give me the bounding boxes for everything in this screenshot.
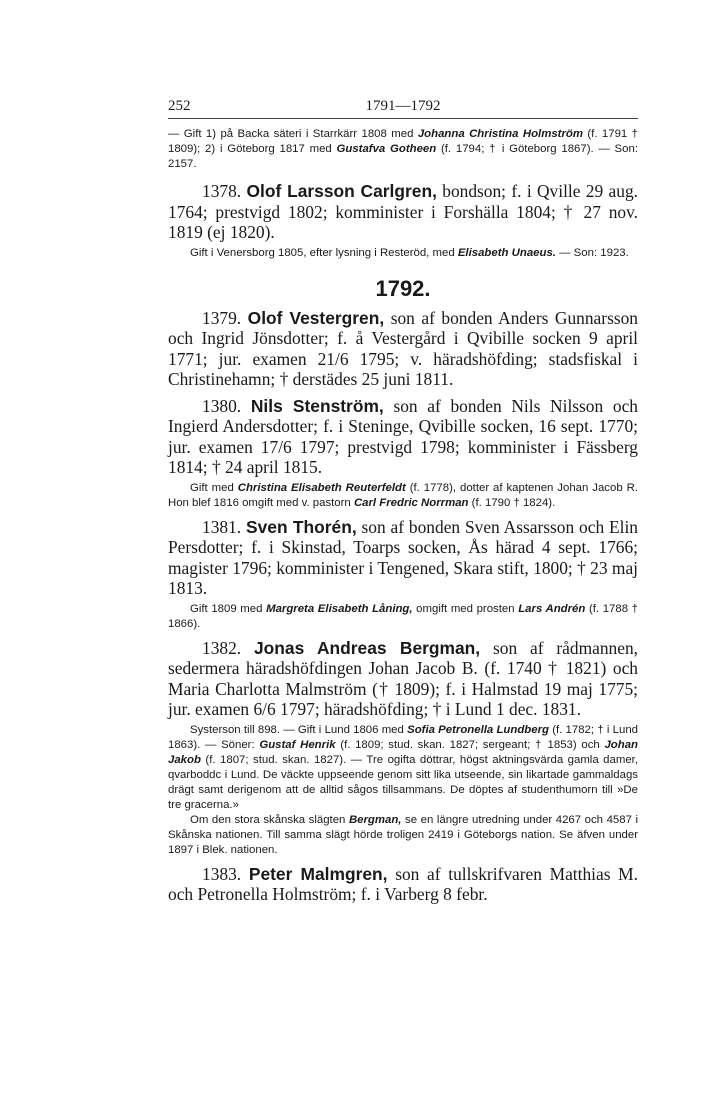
entry-1381: 1381. Sven Thorén, son af bonden Sven Assarsson och Elin Persdotter; f. i Skinstad, Toarps socken, Ås härad 4 sept. 1766; magister 1796; komminister i Tengened, Skara stift, 1800; † 23 maj 1813. (168, 516, 638, 598)
person-name: Sven Thorén, (246, 516, 357, 537)
note-continuation: — Gift 1) på Backa säteri i Starrkärr 1808 med Johanna Christina Holmström (f. 1791 † 1809); 2) i Göteborg 1817 med Gustafva Gotheen (f. 1794; † i Göteborg 1867). — Son: 2157. (168, 128, 639, 170)
person-name: Olof Vestergren, (247, 307, 385, 328)
entry-1379: 1379. Olof Vestergren, son af bonden Anders Gunnarsson och Ingrid Jönsdotter; f. å Vestergård i Qvibille socken 9 april 1771; jur. examen 21/6 1795; v. häradshöfding; stadsfiskal i Christinehamn; † derstädes 25 juni 1811. (168, 307, 638, 389)
person-name: Olof Larsson Carlgren, (246, 181, 437, 201)
entry-1380: 1380. Nils Stenström, son af bonden Nils Nilsson och Ingierd Andersdotter; f. i Steninge, Qvibille socken, 16 sept. 1770; jur. examen 17/6 1797; prestvigd 1798; komminister i Fässberg 1814; † 24 april 1815. (168, 395, 638, 477)
entry-1382-note: Systerson till 898. — Gift i Lund 1806 med Sofia Petronella Lundberg (f. 1782; † i Lund 1863). — Söner: Gustaf Henrik (f. 1809; stud. skan. 1827; sergeant; † 1853) och Johan Jakob (f. 1807; stud. skan. 1827). — Tre ogifta döttrar, högst aktningsvärda gamla damer, qvarboddc i Lund. De väckte uppseende genom sitt lika utseende, sin likartade gammaldags drägt samt derigenom att de alltid sågos tillsammans. De döptes af studenthumorn till »De tre gracerna.» (168, 723, 639, 811)
book-page (168, 98, 638, 908)
year-range: 1791—1792 (365, 98, 441, 114)
entry-1383: 1383. Peter Malmgren, son af tullskrifvaren Matthias M. och Petronella Holmström; f. i Varberg 8 febr. (168, 863, 638, 904)
entry-1382: 1382. Jonas Andreas Bergman, son af rådmannen, sedermera häradshöfdingen Johan Jacob B. (f. 1740 † 1821) och Maria Charlotta Malmström († 1809); f. i Halmstad 19 maj 1775; jur. examen 6/6 1797; häradshöfding; † i Lund 1 dec. 1831. (168, 637, 638, 719)
person-name: Peter Malmgren, (248, 863, 388, 884)
page-number: 252 (168, 98, 191, 114)
page-header (168, 98, 638, 119)
entry-1380-note: Gift med Christina Elisabeth Reuterfeldt (f. 1778), dotter af kaptenen Johan Jacob R. Hon blef 1816 omgift med v. pastorn Carl Fredric Norrman (f. 1790 † 1824). (168, 481, 638, 509)
entry-1381-note: Gift 1809 med Margreta Elisabeth Låning, omgift med prosten Lars Andrén (f. 1788 † 1866). (168, 602, 638, 630)
person-name: Jonas Andreas Bergman, (254, 637, 481, 658)
person-name: Nils Stenström, (250, 395, 384, 416)
year-heading: 1792. (375, 275, 431, 301)
entry-1378: 1378. Olof Larsson Carlgren, bondson; f. i Qville 29 aug. 1764; prestvigd 1802; komminister i Forshälla 1804; † 27 nov. 1819 (ej 1820). (168, 181, 638, 242)
entry-1378-note: Gift i Venersborg 1805, efter lysning i Resteröd, med Elisabeth Unaeus. — Son: 1923. (190, 246, 629, 259)
entry-1382-note-2: Om den stora skånska slägten Bergman, se en längre utredning under 4267 och 4587 i Skånska nationen. Till samma slägt hörde troligen 2419 i Göteborgs nation. Se äfven under 1897 i Blek. nationen. (168, 813, 638, 856)
